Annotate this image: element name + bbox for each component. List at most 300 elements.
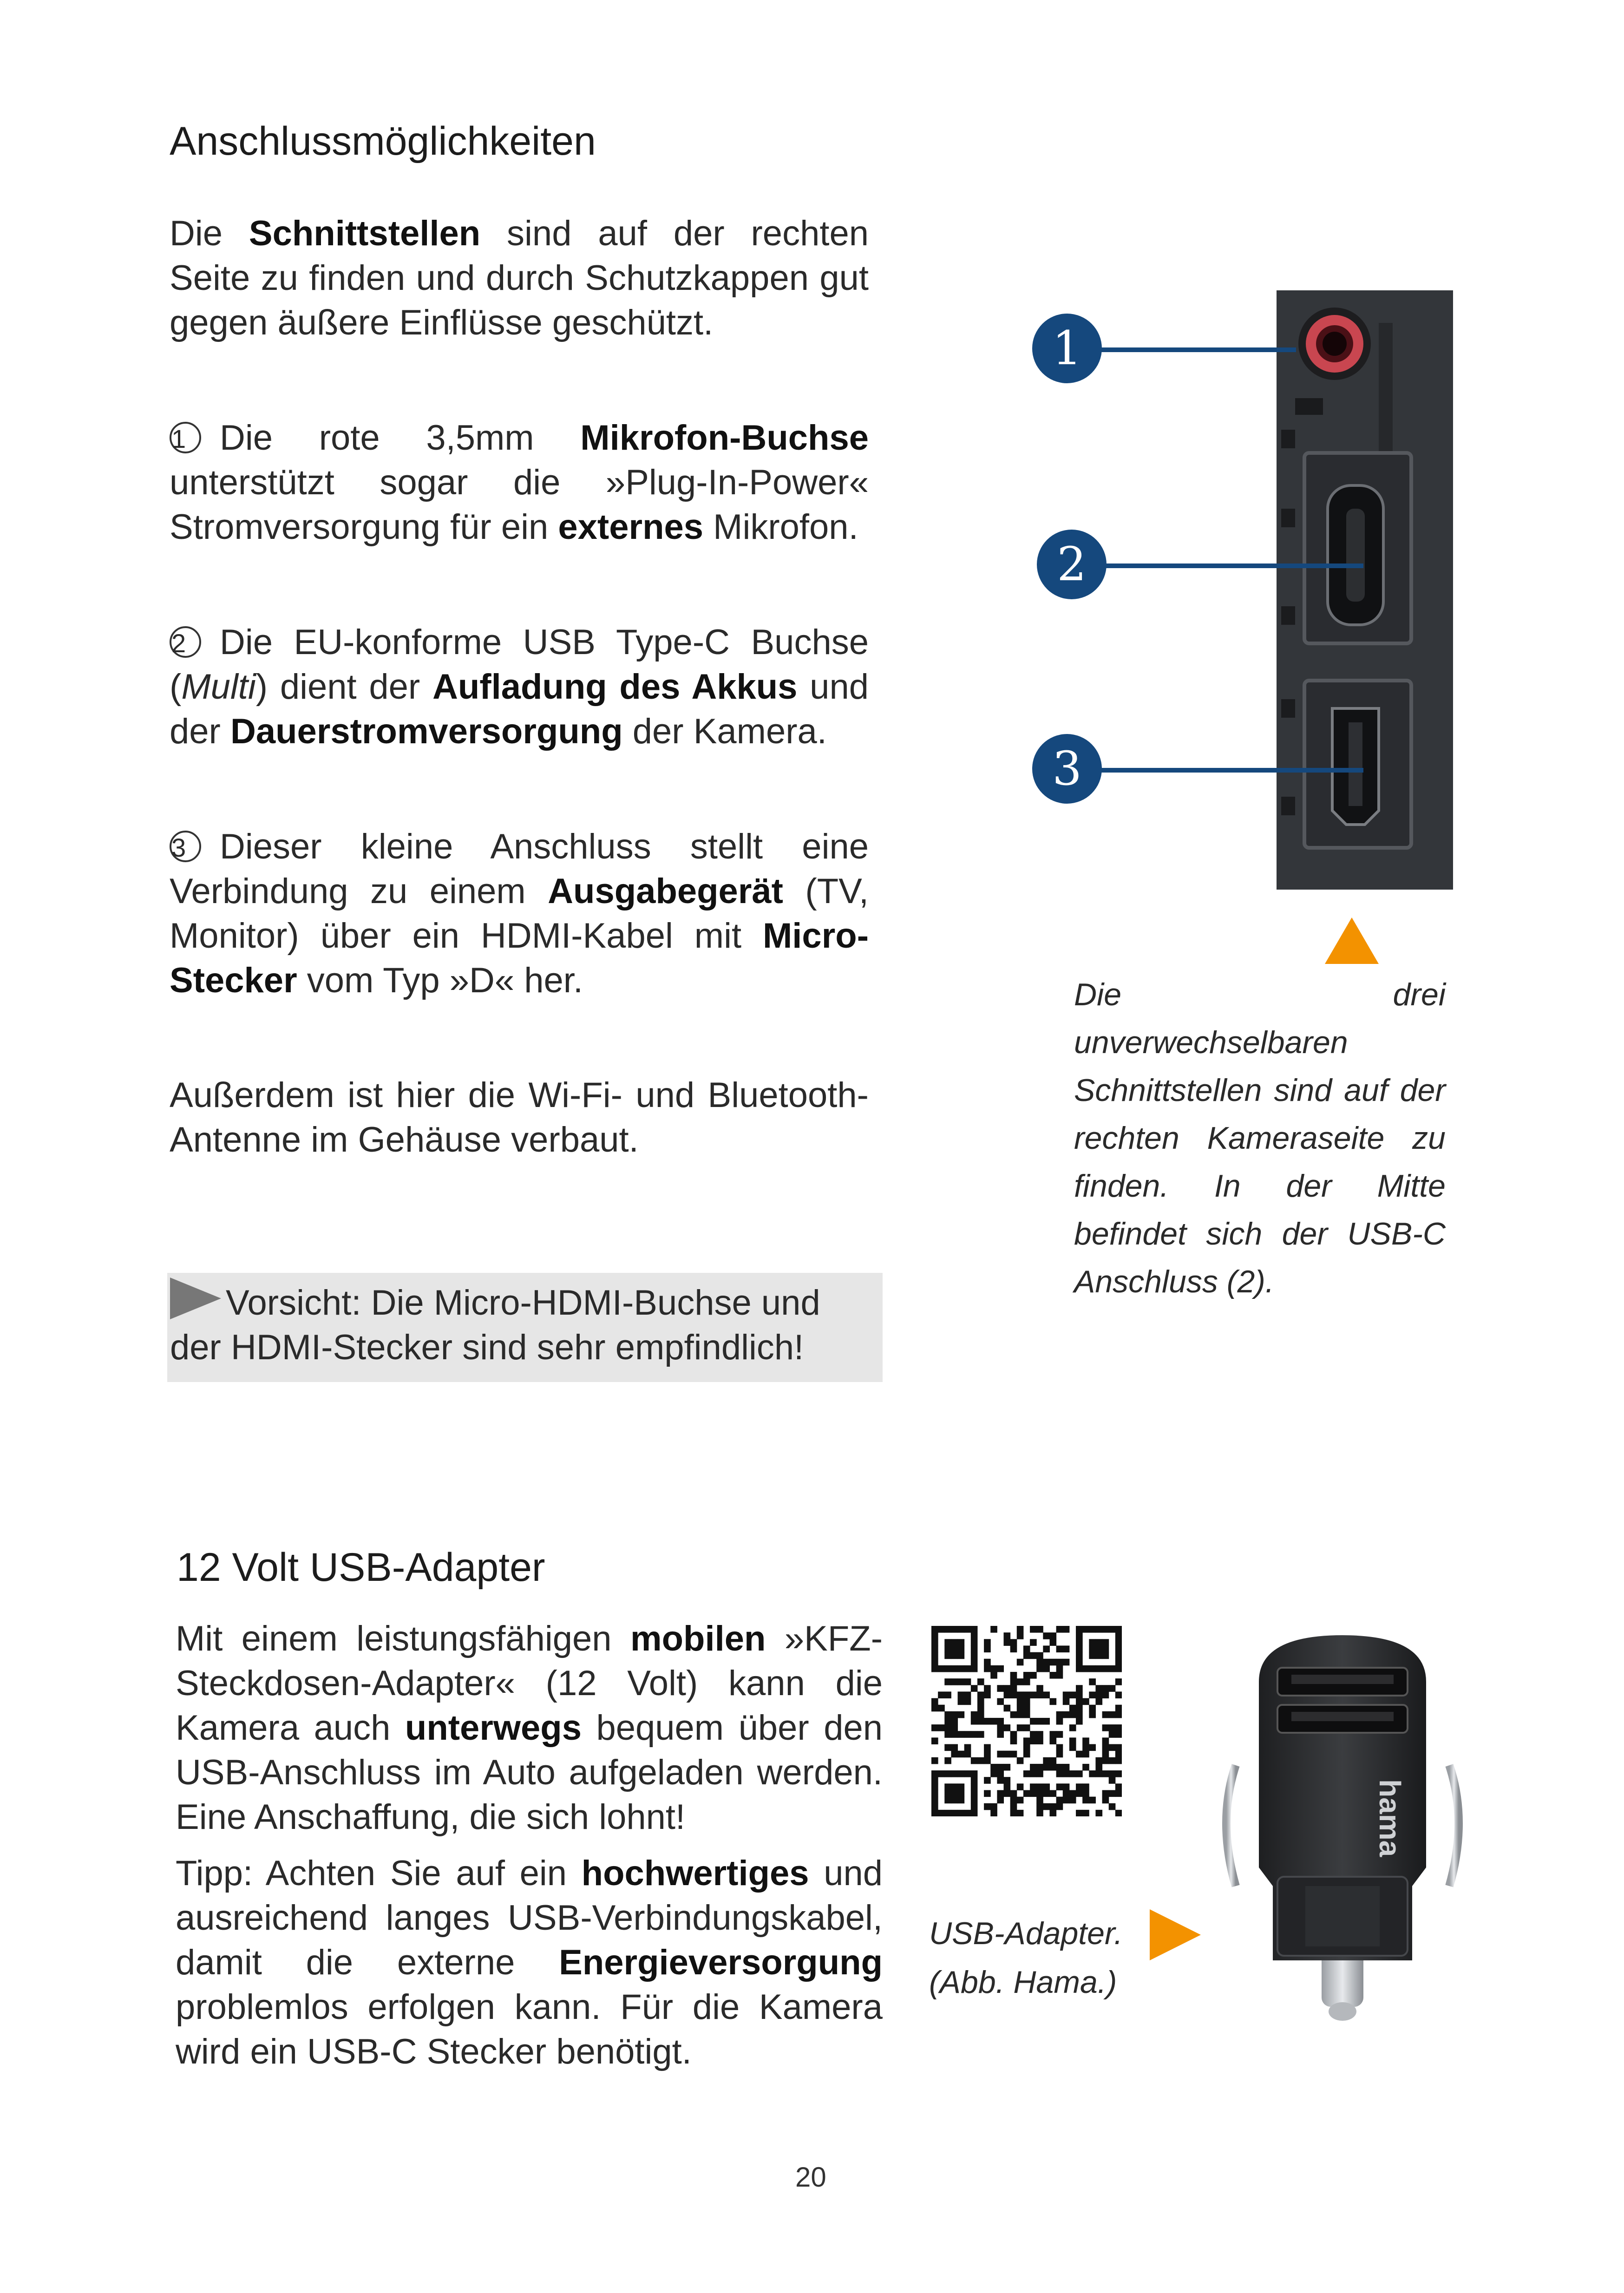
marker-line-3 — [1096, 768, 1363, 773]
qr-module — [1102, 1645, 1109, 1652]
qr-module — [1036, 1810, 1043, 1816]
qr-module — [931, 1724, 938, 1731]
qr-module — [1043, 1659, 1050, 1666]
qr-module — [1056, 1626, 1063, 1633]
qr-module — [990, 1626, 997, 1633]
qr-module — [944, 1626, 951, 1633]
qr-module — [1023, 1751, 1030, 1758]
qr-module — [1063, 1783, 1070, 1790]
qr-module — [971, 1790, 978, 1797]
caption-pointer-right-icon — [1150, 1909, 1201, 1960]
adapter-paragraph: Mit einem leistungsfähigen mobilen »KFZ-Steckdosen-Adapter« (12 Volt) kann die Kamera auch unterwegs bequem über den USB-Anschluss im Auto aufgeladen werden. Eine Anschaffung, die sich lohnt! — [176, 1619, 883, 1837]
qr-module — [1023, 1652, 1030, 1659]
qr-module — [958, 1678, 965, 1685]
qr-module — [1043, 1783, 1050, 1790]
qr-module — [1089, 1678, 1096, 1685]
qr-module — [1089, 1665, 1096, 1672]
qr-module — [1010, 1731, 1017, 1738]
qr-module — [971, 1711, 978, 1718]
qr-module — [964, 1691, 971, 1698]
qr-module — [958, 1751, 965, 1758]
qr-module — [1017, 1678, 1024, 1685]
qr-module — [1076, 1652, 1083, 1659]
qr-module — [1010, 1803, 1017, 1810]
qr-module — [958, 1797, 965, 1804]
qr-module — [1036, 1718, 1043, 1725]
qr-module — [944, 1724, 951, 1731]
qr-module — [1069, 1790, 1076, 1797]
qr-module — [1017, 1632, 1024, 1639]
qr-module — [1049, 1764, 1056, 1771]
qr-module — [1056, 1718, 1063, 1725]
qr-module — [1036, 1731, 1043, 1738]
qr-module — [1063, 1626, 1070, 1633]
qr-module — [1115, 1705, 1122, 1712]
qr-module — [997, 1685, 1004, 1692]
qr-module — [1004, 1790, 1011, 1797]
qr-module — [964, 1731, 971, 1738]
qr-module — [1036, 1797, 1043, 1804]
qr-module — [1109, 1731, 1116, 1738]
qr-module — [938, 1724, 945, 1731]
qr-module — [958, 1810, 965, 1816]
antenna-paragraph: Außerdem ist hier die Wi-Fi- und Bluetooth-Antenne im Gehäuse verbaut. — [170, 1075, 869, 1160]
qr-module — [1109, 1711, 1116, 1718]
qr-module — [1109, 1757, 1116, 1764]
qr-module — [1004, 1639, 1011, 1646]
qr-module — [958, 1639, 965, 1646]
qr-module — [997, 1698, 1004, 1705]
qr-module — [984, 1718, 991, 1725]
qr-module — [944, 1718, 951, 1725]
qr-module — [944, 1711, 951, 1718]
qr-module — [1095, 1810, 1102, 1816]
qr-module — [964, 1698, 971, 1705]
qr-module — [1082, 1665, 1089, 1672]
qr-module — [1109, 1744, 1116, 1751]
qr-module — [951, 1724, 958, 1731]
marker-3: 3 — [1032, 734, 1102, 804]
qr-module — [931, 1639, 938, 1646]
qr-module — [1036, 1626, 1043, 1633]
qr-module — [951, 1652, 958, 1659]
qr-module — [958, 1698, 965, 1705]
qr-module — [1036, 1737, 1043, 1744]
qr-module — [1017, 1705, 1024, 1712]
qr-module — [997, 1790, 1004, 1797]
qr-module — [944, 1645, 951, 1652]
qr-module — [964, 1770, 971, 1777]
qr-module — [1089, 1691, 1096, 1698]
qr-module — [977, 1698, 984, 1705]
qr-module — [951, 1731, 958, 1738]
qr-module — [1043, 1645, 1050, 1652]
qr-module — [1095, 1652, 1102, 1659]
qr-module — [1049, 1731, 1056, 1738]
qr-module — [1076, 1718, 1083, 1725]
qr-module — [931, 1652, 938, 1659]
qr-module — [990, 1764, 997, 1771]
qr-module — [1082, 1626, 1089, 1633]
qr-module — [958, 1645, 965, 1652]
qr-module — [971, 1810, 978, 1816]
qr-module — [997, 1731, 1004, 1738]
qr-module — [971, 1777, 978, 1784]
qr-module — [971, 1718, 978, 1725]
qr-module — [951, 1810, 958, 1816]
qr-module — [1102, 1691, 1109, 1698]
qr-module — [971, 1731, 978, 1738]
qr-module — [1076, 1770, 1083, 1777]
qr-module — [1109, 1626, 1116, 1633]
qr-module — [1082, 1797, 1089, 1804]
qr-module — [958, 1665, 965, 1672]
qr-module — [931, 1645, 938, 1652]
qr-module — [1030, 1626, 1037, 1633]
qr-module — [1030, 1737, 1037, 1744]
qr-module — [1030, 1652, 1037, 1659]
qr-module — [1102, 1652, 1109, 1659]
qr-module — [951, 1797, 958, 1804]
qr-module — [1076, 1705, 1083, 1712]
qr-module — [1017, 1724, 1024, 1731]
qr-module — [1063, 1764, 1070, 1771]
qr-module — [1043, 1790, 1050, 1797]
qr-module — [1095, 1685, 1102, 1692]
qr-module — [951, 1645, 958, 1652]
qr-module — [931, 1783, 938, 1790]
qr-module — [1082, 1737, 1089, 1744]
qr-module — [984, 1665, 991, 1672]
qr-module — [1030, 1764, 1037, 1771]
qr-module — [1115, 1751, 1122, 1758]
qr-module — [1102, 1757, 1109, 1764]
qr-module — [944, 1790, 951, 1797]
qr-module — [1056, 1645, 1063, 1652]
qr-module — [1082, 1783, 1089, 1790]
qr-module — [1023, 1744, 1030, 1751]
qr-module — [1102, 1744, 1109, 1751]
qr-code[interactable] — [931, 1626, 1122, 1816]
qr-module — [958, 1711, 965, 1718]
qr-module — [1010, 1790, 1017, 1797]
qr-module — [1102, 1770, 1109, 1777]
qr-module — [1095, 1691, 1102, 1698]
qr-module — [997, 1718, 1004, 1725]
qr-module — [944, 1744, 951, 1751]
qr-module — [1049, 1757, 1056, 1764]
qr-module — [1082, 1764, 1089, 1771]
qr-module — [971, 1652, 978, 1659]
intro-paragraph: Die Schnittstellen sind auf der rechten Seite zu finden und durch Schutzkappen gut gegen äußere Einflüsse geschützt. — [170, 214, 869, 342]
section-heading-usb-adapter: 12 Volt USB-Adapter — [177, 1545, 545, 1590]
qr-module — [1036, 1764, 1043, 1771]
qr-module — [1004, 1691, 1011, 1698]
qr-module — [1056, 1672, 1063, 1679]
qr-module — [958, 1770, 965, 1777]
qr-module — [990, 1718, 997, 1725]
qr-module — [1030, 1691, 1037, 1698]
qr-module — [1056, 1665, 1063, 1672]
qr-module — [984, 1790, 991, 1797]
qr-module — [1076, 1783, 1083, 1790]
qr-module — [971, 1797, 978, 1804]
qr-module — [931, 1698, 938, 1705]
item-usb-c: 2 Die EU-konforme USB Type-C Buchse (Multi) dient der Aufladung des Akkus und der Dauerstromversorgung der Kamera. — [170, 622, 869, 751]
qr-module — [944, 1783, 951, 1790]
qr-module — [1030, 1770, 1037, 1777]
qr-module — [1036, 1685, 1043, 1692]
qr-module — [1109, 1777, 1116, 1784]
qr-module — [951, 1770, 958, 1777]
qr-module — [977, 1731, 984, 1738]
qr-module — [1063, 1698, 1070, 1705]
qr-module — [964, 1665, 971, 1672]
qr-module — [1115, 1757, 1122, 1764]
qr-module — [1115, 1810, 1122, 1816]
qr-module — [1115, 1652, 1122, 1659]
qr-module — [931, 1705, 938, 1712]
qr-module — [1102, 1797, 1109, 1804]
qr-module — [1076, 1659, 1083, 1666]
qr-module — [964, 1678, 971, 1685]
qr-module — [931, 1810, 938, 1816]
section-heading-connections: Anschlussmöglichkeiten — [170, 119, 596, 164]
qr-module — [1082, 1698, 1089, 1705]
qr-module — [1043, 1632, 1050, 1639]
qr-module — [1010, 1672, 1017, 1679]
qr-module — [1043, 1803, 1050, 1810]
qr-module — [1017, 1698, 1024, 1705]
qr-module — [1049, 1790, 1056, 1797]
qr-module — [1069, 1737, 1076, 1744]
qr-module — [1082, 1751, 1089, 1758]
qr-module — [1030, 1639, 1037, 1646]
qr-module — [1023, 1790, 1030, 1797]
qr-module — [1017, 1810, 1024, 1816]
qr-module — [997, 1797, 1004, 1804]
qr-module — [1115, 1744, 1122, 1751]
qr-module — [1095, 1757, 1102, 1764]
qr-module — [1036, 1790, 1043, 1797]
qr-module — [1076, 1645, 1083, 1652]
qr-module — [938, 1810, 945, 1816]
qr-module — [1036, 1691, 1043, 1698]
qr-module — [1049, 1698, 1056, 1705]
qr-module — [931, 1790, 938, 1797]
qr-module — [1056, 1711, 1063, 1718]
qr-module — [1023, 1678, 1030, 1685]
qr-module — [1010, 1685, 1017, 1692]
qr-module — [1049, 1810, 1056, 1816]
qr-module — [1115, 1626, 1122, 1633]
adapter-caption: USB-Adapter. (Abb. Hama.) — [929, 1916, 1123, 2000]
qr-module — [1089, 1770, 1096, 1777]
qr-module — [1056, 1764, 1063, 1771]
qr-module — [1095, 1665, 1102, 1672]
qr-module — [1010, 1711, 1017, 1718]
qr-module — [1095, 1626, 1102, 1633]
qr-module — [1076, 1685, 1083, 1692]
qr-module — [1056, 1783, 1063, 1790]
qr-module — [958, 1790, 965, 1797]
qr-module — [1004, 1783, 1011, 1790]
qr-module — [958, 1691, 965, 1698]
qr-module — [1089, 1652, 1096, 1659]
qr-module — [1056, 1731, 1063, 1738]
qr-module — [944, 1770, 951, 1777]
qr-module — [971, 1645, 978, 1652]
qr-module — [1023, 1724, 1030, 1731]
qr-module — [931, 1757, 938, 1764]
qr-module — [1115, 1639, 1122, 1646]
qr-module — [1010, 1797, 1017, 1804]
qr-module — [931, 1737, 938, 1744]
qr-module — [1049, 1659, 1056, 1666]
qr-module — [944, 1797, 951, 1804]
qr-module — [1023, 1711, 1030, 1718]
qr-module — [984, 1659, 991, 1666]
qr-module — [1109, 1803, 1116, 1810]
qr-module — [1023, 1705, 1030, 1712]
qr-module — [1069, 1711, 1076, 1718]
qr-module — [1076, 1626, 1083, 1633]
qr-module — [1095, 1764, 1102, 1771]
qr-module — [1010, 1678, 1017, 1685]
qr-module — [1036, 1803, 1043, 1810]
item-hdmi: 3 Dieser kleine Anschluss stellt eine Verbindung zu einem Ausgabegerät (TV, Monitor) über ein HDMI-Kabel mit Micro-Stecker vom Typ »D« her. — [170, 827, 869, 1000]
qr-module — [1036, 1659, 1043, 1666]
qr-module — [1043, 1665, 1050, 1672]
qr-module — [1089, 1645, 1096, 1652]
qr-module — [1069, 1691, 1076, 1698]
qr-module — [1109, 1724, 1116, 1731]
qr-module — [1115, 1691, 1122, 1698]
qr-module — [964, 1626, 971, 1633]
qr-module — [1030, 1783, 1037, 1790]
qr-module — [1109, 1665, 1116, 1672]
qr-module — [1082, 1790, 1089, 1797]
qr-module — [944, 1665, 951, 1672]
number-badge: 3 — [170, 831, 201, 862]
qr-module — [1004, 1705, 1011, 1712]
qr-module — [1056, 1770, 1063, 1777]
qr-module — [1023, 1645, 1030, 1652]
qr-module — [997, 1665, 1004, 1672]
tip-paragraph: Tipp: Achten Sie auf ein hochwertiges und ausreichend langes USB-Verbindungskabel, damit die externe Energieversorgung problemlos erfolgen kann. Für die Kamera wird ein USB-C Stecker benötigt. — [176, 1854, 883, 2071]
usb-car-adapter-photo — [1208, 1626, 1477, 2039]
qr-module — [990, 1810, 997, 1816]
qr-module — [1069, 1705, 1076, 1712]
qr-module — [1017, 1757, 1024, 1764]
qr-module — [1010, 1751, 1017, 1758]
qr-module — [1102, 1711, 1109, 1718]
qr-module — [984, 1639, 991, 1646]
qr-module — [990, 1803, 997, 1810]
qr-module — [971, 1803, 978, 1810]
qr-module — [1049, 1639, 1056, 1646]
qr-module — [997, 1724, 1004, 1731]
qr-module — [1049, 1737, 1056, 1744]
qr-module — [1076, 1810, 1083, 1816]
qr-module — [971, 1665, 978, 1672]
qr-module — [1109, 1790, 1116, 1797]
qr-module — [931, 1632, 938, 1639]
qr-module — [951, 1678, 958, 1685]
qr-module — [1049, 1803, 1056, 1810]
qr-module — [1076, 1711, 1083, 1718]
qr-module — [944, 1639, 951, 1646]
qr-module — [1043, 1764, 1050, 1771]
page-number: 20 — [795, 2162, 826, 2193]
qr-module — [1115, 1790, 1122, 1797]
qr-module — [964, 1744, 971, 1751]
qr-module — [951, 1711, 958, 1718]
qr-module — [1115, 1724, 1122, 1731]
qr-module — [951, 1744, 958, 1751]
qr-module — [1023, 1698, 1030, 1705]
qr-module — [1030, 1790, 1037, 1797]
qr-module — [1017, 1797, 1024, 1804]
qr-module — [951, 1751, 958, 1758]
qr-module — [997, 1751, 1004, 1758]
qr-module — [1102, 1790, 1109, 1797]
qr-module — [1102, 1665, 1109, 1672]
qr-module — [1089, 1639, 1096, 1646]
qr-module — [938, 1665, 945, 1672]
qr-module — [951, 1783, 958, 1790]
qr-module — [971, 1685, 978, 1692]
qr-module — [944, 1691, 951, 1698]
qr-module — [1010, 1810, 1017, 1816]
qr-module — [977, 1705, 984, 1712]
qr-module — [984, 1777, 991, 1784]
qr-module — [931, 1665, 938, 1672]
qr-module — [958, 1626, 965, 1633]
qr-module — [951, 1665, 958, 1672]
qr-module — [951, 1718, 958, 1725]
qr-module — [1063, 1711, 1070, 1718]
qr-module — [1030, 1731, 1037, 1738]
qr-module — [1115, 1783, 1122, 1790]
qr-module — [1095, 1698, 1102, 1705]
qr-module — [984, 1744, 991, 1751]
qr-module — [1004, 1632, 1011, 1639]
qr-module — [1076, 1691, 1083, 1698]
qr-module — [1036, 1665, 1043, 1672]
qr-module — [1056, 1744, 1063, 1751]
qr-module — [977, 1757, 984, 1764]
qr-module — [1056, 1751, 1063, 1758]
qr-module — [1010, 1737, 1017, 1744]
caption-pointer-up-icon — [1325, 917, 1379, 964]
qr-module — [1089, 1744, 1096, 1751]
qr-module — [997, 1764, 1004, 1771]
qr-module — [1095, 1639, 1102, 1646]
qr-module — [1043, 1757, 1050, 1764]
qr-module — [1102, 1639, 1109, 1646]
qr-module — [997, 1777, 1004, 1784]
qr-module — [1069, 1797, 1076, 1804]
qr-module — [977, 1691, 984, 1698]
qr-module — [990, 1770, 997, 1777]
qr-module — [1063, 1797, 1070, 1804]
qr-module — [1076, 1632, 1083, 1639]
qr-module — [944, 1757, 951, 1764]
qr-module — [1063, 1691, 1070, 1698]
qr-module — [944, 1810, 951, 1816]
qr-module — [1017, 1626, 1024, 1633]
